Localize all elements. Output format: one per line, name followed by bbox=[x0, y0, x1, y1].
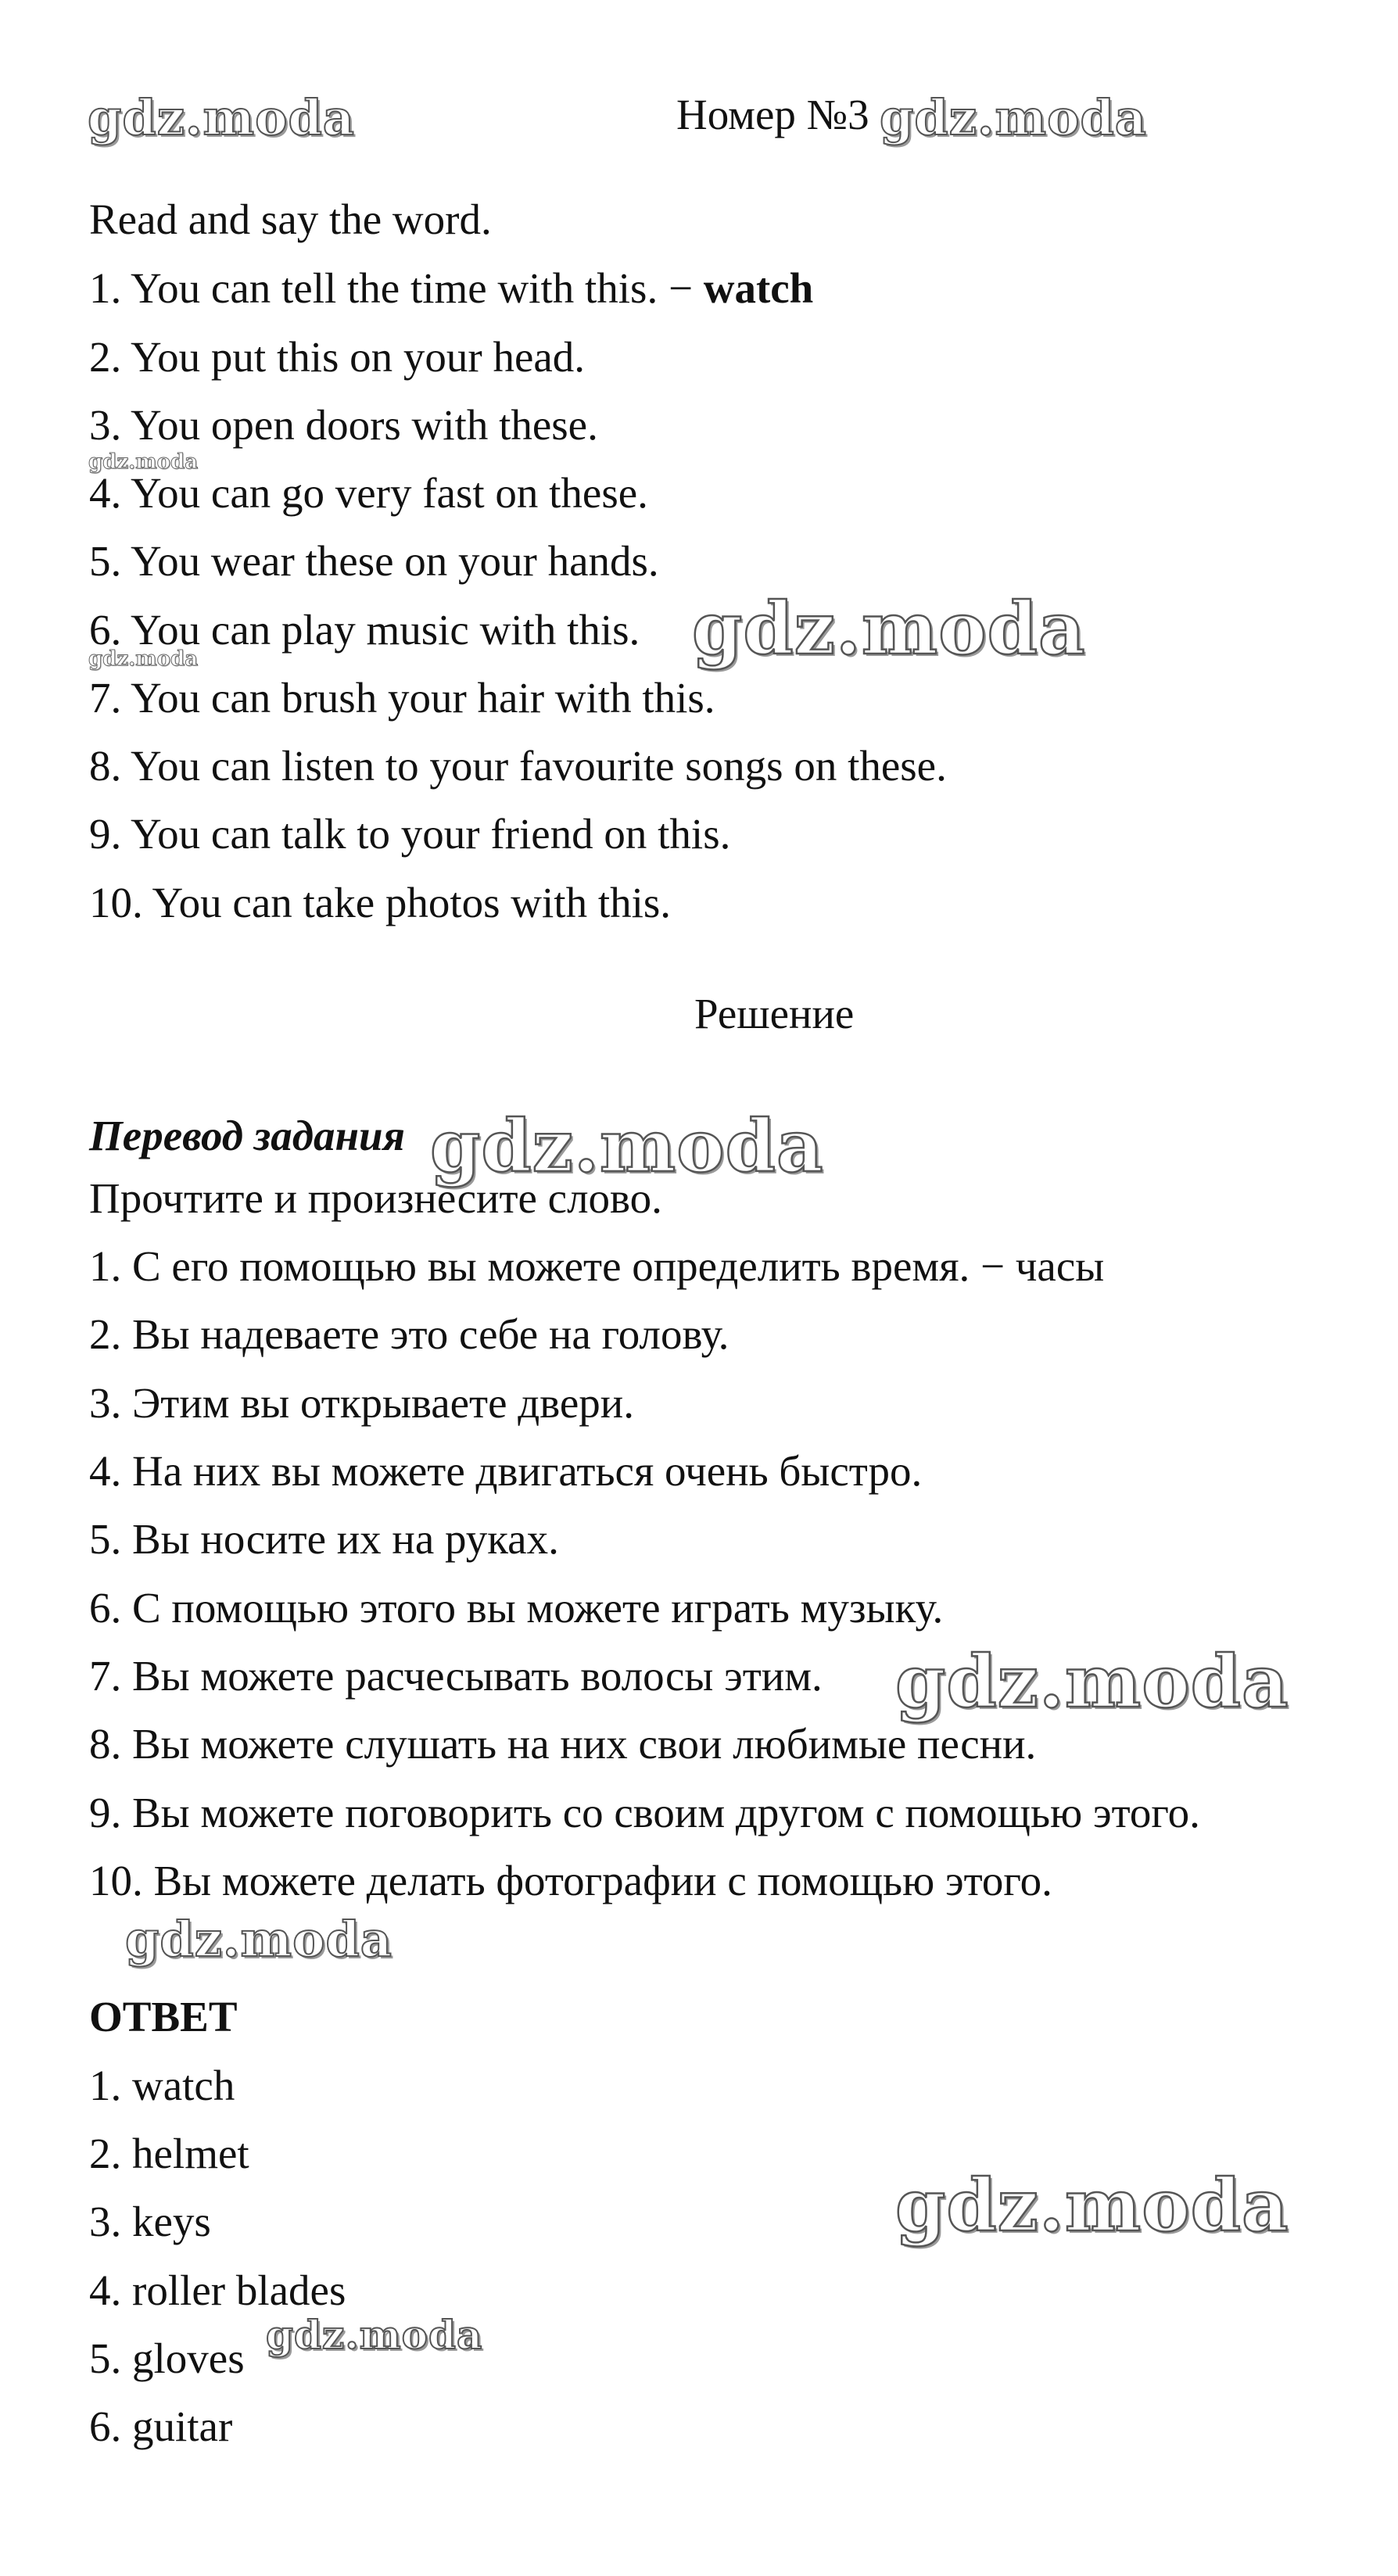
translation-item: 7. Вы можете расчесывать волосы этим. bbox=[89, 1652, 823, 1700]
solution-heading: Решение bbox=[694, 990, 855, 1037]
watermark: gdz.moda bbox=[895, 1639, 1289, 1724]
answer-item: 6. guitar bbox=[89, 2402, 233, 2450]
translation-item: 9. Вы можете поговорить со своим другом с помощью этого. bbox=[89, 1789, 1200, 1836]
translation-item: 5. Вы носите их на руках. bbox=[89, 1515, 559, 1563]
translation-item: 6. С помощью этого вы можете играть музыку. bbox=[89, 1584, 944, 1632]
answer-item: 5. gloves bbox=[89, 2334, 245, 2382]
task-item: 4. You can go very fast on these. bbox=[89, 469, 648, 517]
translation-item: 2. Вы надеваете это себе на голову. bbox=[89, 1310, 729, 1358]
translation-instruction: Прочтите и произнесите слово. bbox=[89, 1174, 662, 1222]
watermark: gdz.moda bbox=[88, 89, 355, 146]
task-item: 5. You wear these on your hands. bbox=[89, 537, 659, 585]
translation-item: 1. С его помощью вы можете определить время. − часы bbox=[89, 1242, 1105, 1290]
task-item: 6. You can play music with this. bbox=[89, 606, 640, 654]
watermark: gdz.moda bbox=[88, 647, 199, 671]
answer-item: 4. roller blades bbox=[89, 2266, 346, 2314]
answer-item: 2. helmet bbox=[89, 2130, 249, 2177]
task-item: 10. You can take photos with this. bbox=[89, 879, 672, 926]
page-title: Номер №3 bbox=[676, 91, 869, 138]
watermark: gdz.moda bbox=[880, 89, 1147, 146]
task-item-answer: watch bbox=[703, 264, 814, 312]
translation-item: 3. Этим вы открываете двери. bbox=[89, 1379, 634, 1427]
answer-title: ОТВЕТ bbox=[89, 1993, 238, 2040]
task-item bbox=[89, 263, 813, 314]
answer-item: 3. keys bbox=[89, 2198, 211, 2245]
task-item-text: 1. You can tell the time with this. − bbox=[89, 264, 704, 312]
watermark: gdz.moda bbox=[88, 450, 199, 474]
watermark: gdz.moda bbox=[125, 1911, 393, 1968]
translation-item: 10. Вы можете делать фотографии с помощью этого. bbox=[89, 1857, 1052, 1904]
answer-item: 1. watch bbox=[89, 2062, 235, 2109]
watermark: gdz.moda bbox=[895, 2163, 1289, 2248]
task-item: 9. You can talk to your friend on this. bbox=[89, 810, 731, 858]
task-instruction: Read and say the word. bbox=[89, 195, 492, 243]
task-item: 7. You can brush your hair with this. bbox=[89, 674, 715, 722]
task-item: 8. You can listen to your favourite songs on these. bbox=[89, 742, 947, 790]
translation-item: 8. Вы можете слушать на них свои любимые песни. bbox=[89, 1720, 1037, 1768]
task-item: 2. You put this on your head. bbox=[89, 333, 586, 381]
watermark: gdz.moda bbox=[266, 2312, 483, 2358]
task-item: 3. You open doors with these. bbox=[89, 401, 598, 449]
watermark: gdz.moda bbox=[430, 1104, 824, 1188]
translation-title: Перевод задания bbox=[89, 1112, 405, 1159]
watermark: gdz.moda bbox=[692, 586, 1086, 671]
translation-item: 4. На них вы можете двигаться очень быстро. bbox=[89, 1447, 923, 1495]
